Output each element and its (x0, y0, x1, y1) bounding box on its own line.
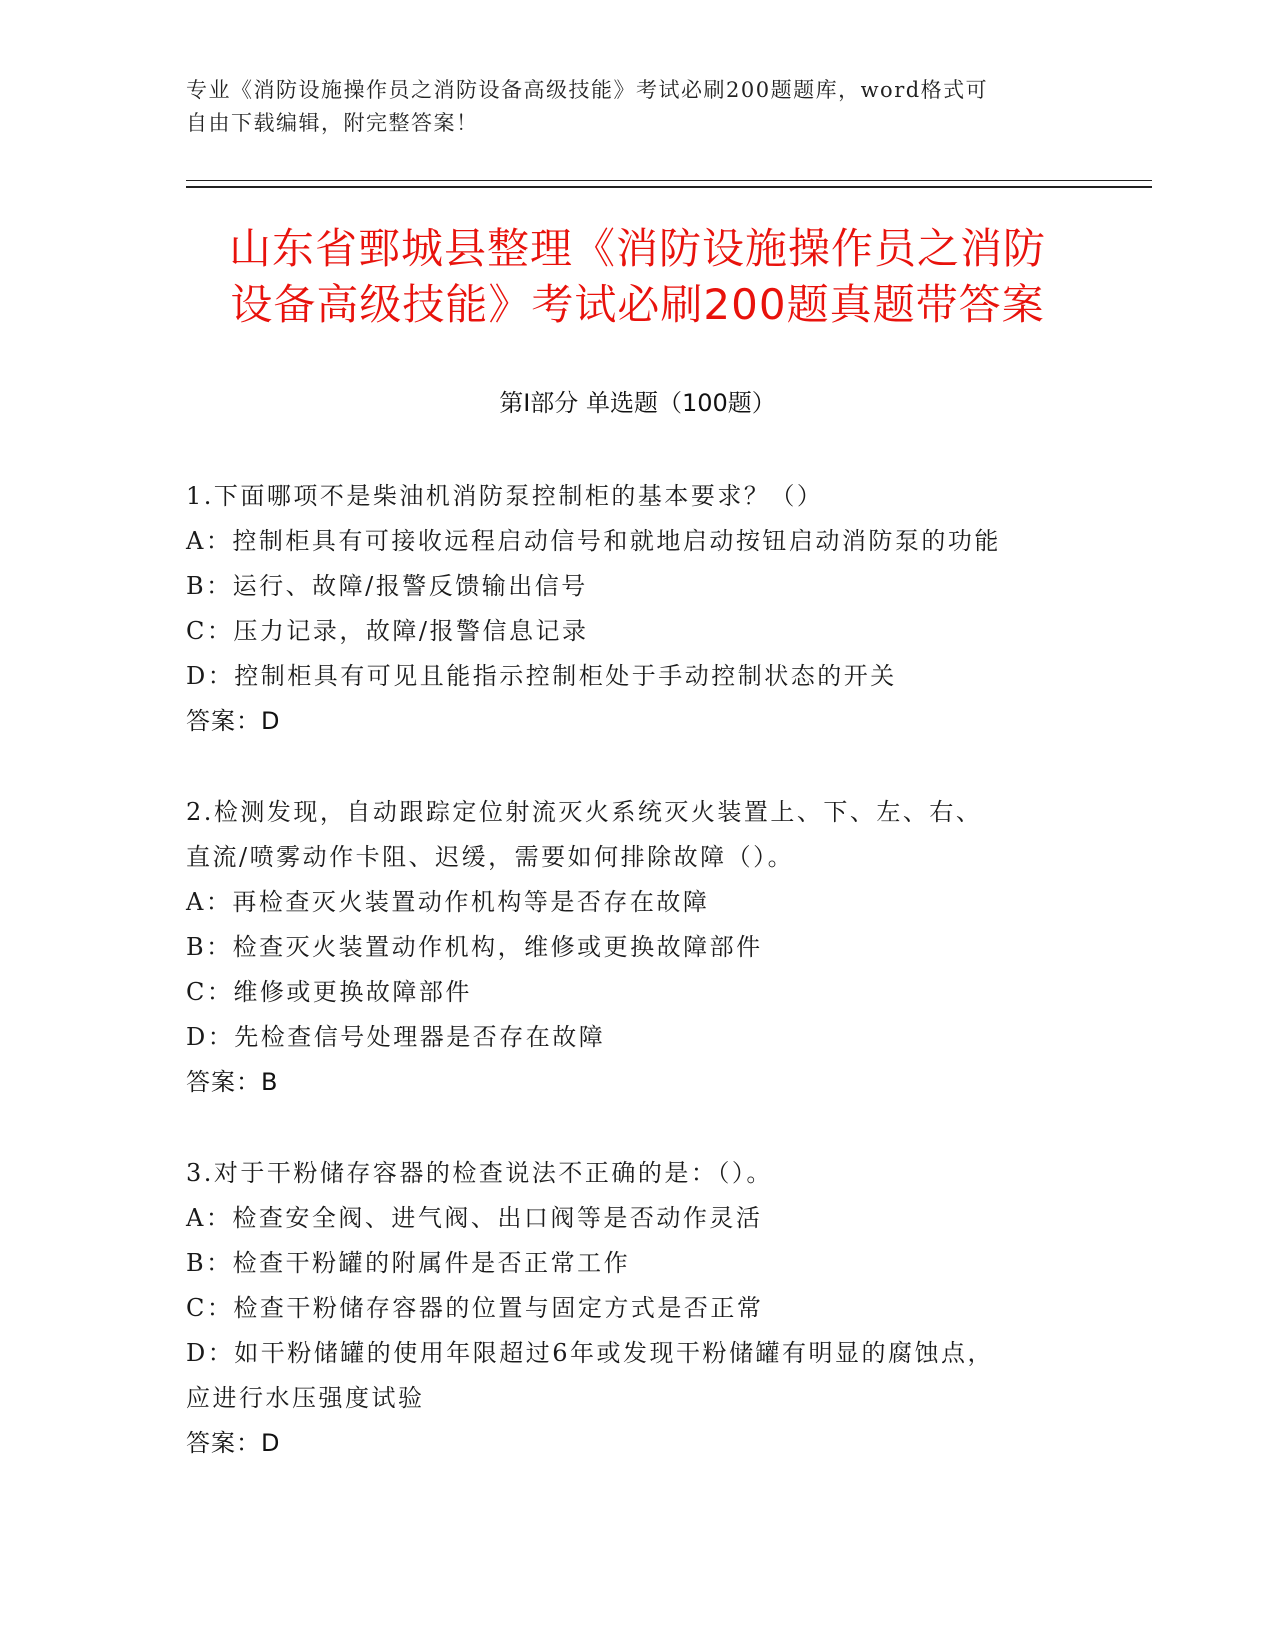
option-b: B：检查干粉罐的附属件是否正常工作 (186, 1249, 631, 1277)
answer: 答案：B (186, 1068, 279, 1096)
section-title: 第Ⅰ部分 单选题（100题） (499, 389, 776, 417)
option-c: C：维修或更换故障部件 (186, 978, 472, 1006)
question-2 (186, 790, 1086, 1105)
option-a: A：检查安全阀、进气阀、出口阀等是否动作灵活 (186, 1204, 763, 1232)
option-d-line-2: 应进行水压强度试验 (186, 1384, 425, 1412)
header-note (186, 74, 1066, 140)
option-a: A：控制柜具有可接收远程启动信号和就地启动按钮启动消防泵的功能 (186, 527, 1001, 555)
question-stem: 3.对于干粉储存容器的检查说法不正确的是：（）。 (186, 1159, 773, 1187)
option-b: B：运行、故障/报警反馈输出信号 (186, 572, 588, 600)
question-stem-line-1: 2.检测发现，自动跟踪定位射流灭火系统灭火装置上、下、左、右、 (186, 798, 983, 826)
option-b: B：检查灭火装置动作机构，维修或更换故障部件 (186, 933, 763, 961)
option-a: A：再检查灭火装置动作机构等是否存在故障 (186, 888, 710, 916)
document-title-line-1: 山东省鄄城县整理《消防设施操作员之消防 (228, 224, 1046, 273)
question-list (186, 474, 1086, 1512)
header-divider (186, 180, 1152, 188)
question-3 (186, 1151, 1086, 1466)
header-note-line-1: 专业《消防设施操作员之消防设备高级技能》考试必刷200题题库，word格式可 (186, 78, 989, 102)
option-c: C：检查干粉储存容器的位置与固定方式是否正常 (186, 1294, 764, 1322)
header-note-line-2: 自由下载编辑，附完整答案！ (186, 111, 479, 135)
option-d-line-1: D：如干粉储罐的使用年限超过6年或发现干粉储罐有明显的腐蚀点， (186, 1339, 995, 1367)
answer: 答案：D (186, 1429, 281, 1457)
option-c: C：压力记录，故障/报警信息记录 (186, 617, 589, 645)
question-1 (186, 474, 1086, 744)
option-d: D：控制柜具有可见且能指示控制柜处于手动控制状态的开关 (186, 662, 897, 690)
question-stem-line-2: 直流/喷雾动作卡阻、迟缓，需要如何排除故障（）。 (186, 843, 795, 871)
option-d: D：先检查信号处理器是否存在故障 (186, 1023, 606, 1051)
document-title-line-2: 设备高级技能》考试必刷200题真题带答案 (230, 280, 1045, 329)
document-title (150, 221, 1125, 333)
question-stem: 1.下面哪项不是柴油机消防泵控制柜的基本要求？（） (186, 482, 824, 510)
answer: 答案：D (186, 707, 281, 735)
